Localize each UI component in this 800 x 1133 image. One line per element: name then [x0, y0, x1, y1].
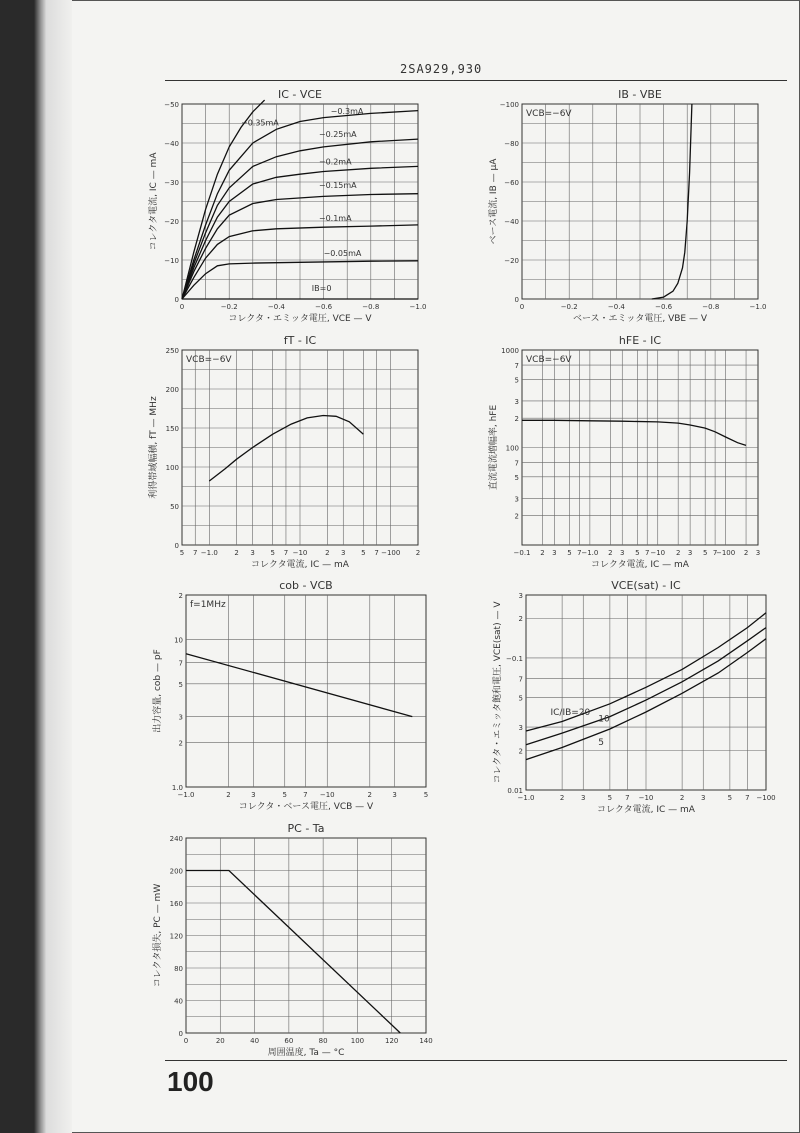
- ft_ic-x-tick-label: 3: [341, 549, 346, 557]
- hfe_ic-y-axis-label: 直流電流増幅率, hFE: [489, 404, 499, 491]
- hfe_ic-x-tick-label: 3: [620, 549, 625, 557]
- vcesat_ic-x-tick-label: −100: [756, 794, 776, 802]
- vcesat-ratio-label: 10: [598, 714, 610, 725]
- cob_vcb-x-axis-label: コレクタ・ベース電圧, VCB — V: [238, 802, 374, 812]
- ic_vce-y-tick-label: 0: [174, 296, 179, 304]
- pc_ta-y-tick-label: 160: [169, 900, 183, 908]
- ft_ic-x-tick-label: 7: [374, 549, 379, 557]
- hfe_ic-x-tick-label: 3: [687, 549, 693, 557]
- ic-vce-curve-label: −0.05mA: [323, 249, 362, 259]
- ic_vce-y-tick-label: −50: [164, 101, 179, 109]
- ib_vbe-x-axis-label: ベース・エミッタ電圧, VBE — V: [573, 314, 707, 324]
- cob_vcb-x-tick-label: 3: [392, 791, 397, 799]
- vcesat_ic-y-tick-label: 2: [518, 747, 523, 756]
- ic_vce-y-tick-label: −10: [164, 257, 179, 265]
- ib_vbe-x-tick-label: −0.2: [560, 303, 578, 311]
- ft_ic-y-tick-label: 200: [165, 386, 179, 394]
- ft_ic-x-tick-label: 5: [179, 549, 185, 557]
- header-rule: [165, 80, 787, 81]
- ib_vbe-y-tick-label: 0: [514, 296, 519, 304]
- ic_vce-x-tick-label: 0: [179, 303, 185, 311]
- vcesat-ratio-label: 5: [598, 737, 604, 748]
- vcesat_ic-x-tick-label: −10: [638, 794, 654, 802]
- ib_vbe-y-tick-label: −20: [504, 257, 519, 265]
- ib_vbe-y-tick-label: −60: [504, 179, 519, 187]
- footer-rule: [165, 1060, 787, 1061]
- chart-ib-vbe-svg: [490, 84, 790, 334]
- pc_ta-y-tick-label: 200: [169, 867, 183, 876]
- cob_vcb-annotation: f=1MHz: [190, 600, 226, 610]
- ft_ic-x-tick-label: −10: [292, 549, 308, 557]
- ft_ic-annotation: VCB=−6V: [186, 355, 232, 365]
- hfe_ic-x-tick-label: 7: [712, 549, 718, 557]
- hfe_ic-x-tick-label: −10: [650, 549, 666, 557]
- vcesat_ic-x-tick-label: 3: [701, 794, 706, 802]
- vcesat_ic-title: VCE(sat) - IC: [611, 579, 681, 592]
- vcesat_ic-y-tick-label: 7: [518, 675, 523, 684]
- ib_vbe-x-tick-label: −0.6: [655, 303, 673, 311]
- ic-vce-curve-label: −0.35mA: [241, 118, 279, 128]
- vcesat_ic-x-tick-label: 2: [679, 794, 685, 802]
- hfe_ic-title: hFE - IC: [618, 334, 662, 347]
- chart-cob-vcb-svg: [150, 577, 450, 817]
- hfe_ic-y-tick-label: 7: [514, 459, 519, 468]
- ib_vbe-y-axis-label: ベース電流, IB — μA: [489, 158, 499, 245]
- ft_ic-y-tick-label: 0: [174, 542, 179, 550]
- hfe_ic-x-tick-label: 2: [540, 549, 545, 557]
- ft_ic-x-tick-label: 5: [361, 549, 366, 557]
- vcesat_ic-x-axis-label: コレクタ電流, IC — mA: [597, 805, 695, 815]
- ic_vce-x-tick-label: −0.4: [267, 303, 285, 311]
- ic_vce-y-tick-label: −40: [164, 140, 179, 148]
- vcesat_ic-x-tick-label: 7: [745, 794, 750, 802]
- pc_ta-y-tick-label: 120: [169, 932, 183, 941]
- ib_vbe-x-tick-label: −0.8: [702, 303, 720, 311]
- ft_ic-x-tick-label: 7: [193, 549, 198, 557]
- ic-vce-curve-label: −0.15mA: [318, 180, 357, 190]
- ft_ic-x-tick-label: −100: [381, 549, 401, 557]
- hfe_ic-x-tick-label: −1.0: [581, 549, 599, 557]
- pc_ta-y-tick-label: 80: [174, 965, 183, 973]
- ft_ic-series-line: [209, 416, 363, 482]
- ic_vce-y-tick-label: −30: [164, 179, 179, 187]
- hfe_ic-x-tick-label: 5: [702, 549, 708, 557]
- chart-pc-ta: [150, 820, 450, 1064]
- hfe_ic-series-line: [522, 420, 746, 445]
- hfe_ic-y-tick-label: 7: [514, 362, 519, 371]
- chart-hfe-ic-svg: [490, 332, 790, 577]
- vcesat_ic-x-tick-label: 5: [727, 794, 733, 802]
- hfe_ic-x-tick-label: 3: [755, 549, 761, 557]
- chart-ib-vbe: [490, 84, 790, 338]
- hfe_ic-x-tick-label: 2: [675, 549, 681, 557]
- ft_ic-x-tick-label: 2: [234, 549, 239, 557]
- hfe_ic-x-axis-label: コレクタ電流, IC — mA: [591, 560, 689, 570]
- cob_vcb-plot-frame: [186, 595, 426, 787]
- hfe_ic-y-tick-label: 3: [514, 495, 519, 504]
- ft_ic-y-tick-label: 150: [165, 425, 179, 433]
- hfe_ic-x-tick-label: 3: [552, 549, 557, 557]
- ic_vce-x-tick-label: −0.2: [220, 303, 238, 311]
- ft_ic-y-tick-label: 250: [165, 347, 179, 355]
- chart-ic-vce-svg: [150, 84, 450, 334]
- chart-ft-ic-svg: [150, 332, 450, 577]
- ic-vce-curve-label: IB=0: [311, 284, 332, 294]
- pc_ta-y-tick-label: 40: [174, 997, 183, 1006]
- pc_ta-x-tick-label: 60: [284, 1037, 294, 1045]
- ib_vbe-y-tick-label: −80: [504, 140, 519, 148]
- vcesat_ic-y-tick-label: 3: [518, 592, 523, 600]
- ic_vce-x-tick-label: −0.6: [315, 303, 333, 311]
- chart-hfe-ic: [490, 332, 790, 581]
- chart-pc-ta-svg: [150, 820, 450, 1060]
- ft_ic-title: fT - IC: [283, 334, 317, 347]
- hfe_ic-x-tick-label: 5: [635, 549, 640, 557]
- pc_ta-y-tick-label: 240: [169, 835, 183, 843]
- pc_ta-x-tick-label: 40: [250, 1037, 260, 1045]
- ib_vbe-title: IB - VBE: [618, 88, 662, 101]
- vcesat_ic-y-tick-label: 5: [518, 694, 523, 703]
- chart-ft-ic: [150, 332, 450, 581]
- pc_ta-x-tick-label: 0: [183, 1037, 189, 1045]
- hfe_ic-y-tick-label: 5: [514, 376, 519, 385]
- ib_vbe-annotation: VCB=−6V: [526, 109, 572, 119]
- ft_ic-y-tick-label: 50: [170, 503, 179, 511]
- ft_ic-x-tick-label: 5: [270, 549, 275, 557]
- cob_vcb-y-tick-label: 5: [178, 680, 183, 689]
- ft_ic-x-tick-label: −1.0: [200, 549, 218, 557]
- pc_ta-x-tick-label: 80: [318, 1037, 328, 1045]
- cob_vcb-y-tick-label: 1.0: [171, 784, 183, 792]
- vcesat_ic-x-tick-label: 5: [607, 794, 613, 802]
- cob_vcb-y-tick-label: 2: [178, 592, 183, 600]
- ic_vce-y-axis-label: コレクタ電流, IC — mA: [149, 152, 159, 251]
- hfe_ic-x-tick-label: −0.1: [513, 549, 531, 557]
- pc_ta-y-axis-label: コレクタ損失, PC — mW: [153, 883, 163, 988]
- ic_vce-title: IC - VCE: [277, 88, 323, 101]
- vcesat_ic-y-tick-label: 2: [518, 615, 523, 624]
- cob_vcb-x-tick-label: 7: [303, 791, 308, 799]
- ic_vce-x-tick-label: −1.0: [409, 303, 427, 311]
- cob_vcb-y-tick-label: 10: [174, 636, 183, 645]
- pc_ta-x-axis-label: 周囲温度, Ta — °C: [267, 1048, 345, 1058]
- cob_vcb-title: cob - VCB: [279, 579, 333, 592]
- cob_vcb-x-tick-label: −1.0: [177, 791, 195, 799]
- pc_ta-x-tick-label: 140: [419, 1037, 433, 1045]
- vcesat_ic-y-axis-label: コレクタ・エミッタ飽和電圧, VCE(sat) — V: [493, 601, 503, 784]
- cob_vcb-y-tick-label: 2: [178, 739, 183, 748]
- cob_vcb-x-tick-label: 2: [367, 791, 373, 799]
- ic-vce-curve-label: −0.2mA: [318, 157, 352, 167]
- chart-ic-vce: [150, 84, 450, 338]
- cob_vcb-y-tick-label: 7: [178, 659, 183, 668]
- cob_vcb-y-axis-label: 出力容量, cob — pF: [153, 649, 163, 733]
- ft_ic-x-axis-label: コレクタ電流, IC — mA: [251, 560, 349, 570]
- binding-shadow: [46, 0, 72, 1133]
- ib_vbe-x-tick-label: −0.4: [607, 303, 625, 311]
- ib_vbe-y-tick-label: −100: [499, 101, 519, 109]
- vcesat_ic-x-tick-label: 7: [625, 794, 630, 802]
- pc_ta-x-tick-label: 20: [215, 1037, 225, 1045]
- pc_ta-title: PC - Ta: [287, 822, 325, 835]
- hfe_ic-annotation: VCB=−6V: [526, 355, 572, 365]
- ic-vce-curve-label: −0.1mA: [318, 214, 352, 223]
- pc_ta-x-tick-label: 120: [385, 1037, 399, 1045]
- part-number-header: 2SA929,930: [400, 62, 483, 76]
- cob_vcb-y-tick-label: 3: [178, 713, 183, 722]
- vcesat_ic-x-tick-label: 3: [581, 794, 586, 802]
- ft_ic-y-tick-label: 100: [165, 464, 179, 472]
- pc_ta-x-tick-label: 100: [350, 1037, 365, 1045]
- chart-vcesat-ic-svg: [490, 577, 790, 817]
- cob_vcb-x-tick-label: 5: [282, 791, 287, 799]
- ft_ic-x-tick-label: 2: [415, 549, 421, 557]
- hfe_ic-x-tick-label: 7: [577, 549, 582, 557]
- ic_vce-y-tick-label: −20: [164, 218, 179, 226]
- ib_vbe-y-tick-label: −40: [504, 218, 519, 226]
- binding-spine: [0, 0, 46, 1133]
- ft_ic-y-axis-label: 利得帯域幅積, fT — MHz: [149, 396, 159, 499]
- chart-vcesat-ic: [490, 577, 790, 821]
- vcesat_ic-x-tick-label: −1.0: [517, 794, 535, 802]
- cob_vcb-x-tick-label: 5: [423, 791, 429, 799]
- ib_vbe-x-tick-label: 0: [519, 303, 525, 311]
- hfe_ic-x-tick-label: 7: [644, 549, 650, 557]
- hfe_ic-y-tick-label: 2: [514, 415, 519, 424]
- ic_vce-x-axis-label: コレクタ・エミッタ電圧, VCE — V: [228, 314, 372, 324]
- ic-vce-curve-label: −0.25mA: [318, 130, 357, 140]
- hfe_ic-x-tick-label: 2: [743, 549, 749, 557]
- ic_vce-x-tick-label: −0.8: [362, 303, 380, 311]
- hfe_ic-x-tick-label: 2: [608, 549, 613, 557]
- ft_ic-x-tick-label: 2: [325, 549, 330, 557]
- hfe_ic-y-tick-label: 3: [514, 397, 519, 406]
- hfe_ic-y-tick-label: 1000: [501, 347, 519, 355]
- vcesat_ic-y-tick-label: 3: [518, 724, 523, 733]
- cob_vcb-x-tick-label: 2: [226, 791, 231, 799]
- cob_vcb-x-tick-label: 3: [251, 791, 256, 799]
- ft_ic-x-tick-label: 3: [250, 549, 255, 557]
- chart-cob-vcb: [150, 577, 450, 821]
- hfe_ic-y-tick-label: 100: [505, 444, 519, 453]
- hfe_ic-y-tick-label: 2: [514, 512, 519, 521]
- hfe_ic-x-tick-label: −100: [715, 549, 736, 557]
- page-number: 100: [167, 1066, 214, 1097]
- vcesat-ratio-label: IC/IB=20: [550, 707, 591, 718]
- pc_ta-y-tick-label: 0: [178, 1030, 183, 1038]
- vcesat_ic-y-tick-label: 0.01: [507, 787, 523, 795]
- cob_vcb-x-tick-label: −10: [319, 791, 335, 799]
- cob_vcb-series-line: [186, 654, 412, 717]
- vcesat_ic-y-tick-label: −0.1: [506, 654, 523, 663]
- ic-vce-curve-label: −0.3mA: [330, 106, 364, 116]
- vcesat_ic-x-tick-label: 2: [559, 794, 565, 802]
- hfe_ic-x-tick-label: 5: [567, 549, 572, 557]
- ib_vbe-x-tick-label: −1.0: [749, 303, 767, 311]
- hfe_ic-y-tick-label: 5: [514, 473, 519, 482]
- ft_ic-x-tick-label: 7: [283, 549, 289, 557]
